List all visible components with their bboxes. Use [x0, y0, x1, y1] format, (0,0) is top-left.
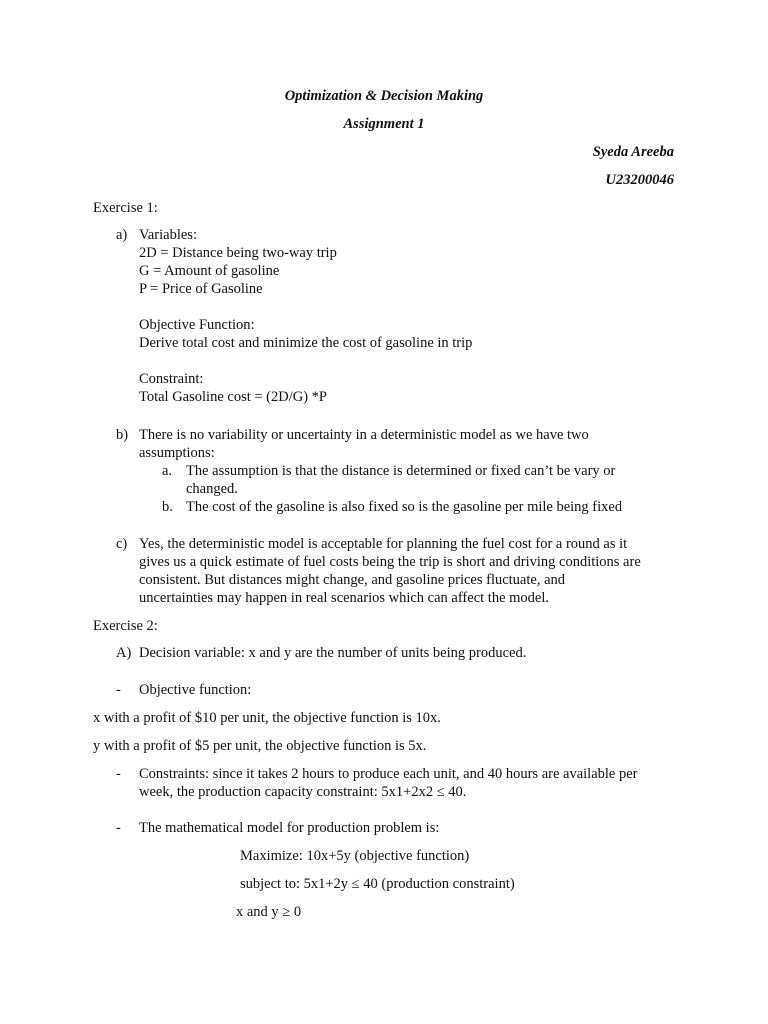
course-title: Optimization & Decision Making — [284, 88, 484, 104]
sub-b-line1: The cost of the gasoline is also fixed so is the gasoline per mile being fixed — [186, 499, 623, 515]
item-c-line3: consistent. But distances might change, and gasoline prices fluctuate, and — [139, 572, 566, 588]
decision-variable-text: Decision variable: x and y are the number of units being produced. — [139, 645, 527, 661]
sub-a-line2: changed. — [186, 481, 238, 497]
constraints-dash: - — [116, 766, 121, 782]
model-dash: - — [116, 820, 121, 836]
constraint-title: Constraint: — [139, 371, 204, 387]
constraints-line2: week, the production capacity constraint: 5x1+2x2 ≤ 40. — [139, 784, 467, 800]
exercise1-heading: Exercise 1: — [93, 200, 158, 216]
item-c-marker: c) — [116, 536, 128, 552]
exercise2-heading: Exercise 2: — [93, 618, 158, 634]
model-intro-text: The mathematical model for production problem is: — [139, 820, 440, 836]
y-profit-text: y with a profit of $5 per unit, the objective function is 5x. — [93, 738, 427, 754]
variable-p: P = Price of Gasoline — [139, 281, 263, 297]
constraint-text: Total Gasoline cost = (2D/G) *P — [139, 389, 327, 405]
maximize-line: Maximize: 10x+5y (objective function) — [240, 848, 470, 864]
sub-a-marker: a. — [162, 463, 173, 479]
author-name: Syeda Areeba — [592, 144, 674, 160]
sub-b-marker: b. — [162, 499, 173, 515]
item-a-marker: a) — [116, 227, 128, 243]
item-A-marker: A) — [116, 645, 132, 661]
variables-title: Variables: — [139, 227, 197, 243]
nonnegativity-line: x and y ≥ 0 — [236, 904, 302, 920]
objective-dash: - — [116, 682, 121, 698]
item-b-line1: There is no variability or uncertainty in a deterministic model as we have two — [139, 427, 589, 443]
objective-title: Objective Function: — [139, 317, 255, 333]
item-c-line2: gives us a quick estimate of fuel costs being the trip is short and driving conditions are — [139, 554, 641, 570]
item-c-line1: Yes, the deterministic model is acceptable for planning the fuel cost for a round as it — [139, 536, 628, 552]
constraints-line1: Constraints: since it takes 2 hours to produce each unit, and 40 hours are available per — [139, 766, 638, 782]
sub-a-line1: The assumption is that the distance is determined or fixed can’t be vary or — [186, 463, 616, 479]
item-c-line4: uncertainties may happen in real scenarios which can affect the model. — [139, 590, 549, 606]
student-id: U23200046 — [605, 172, 674, 188]
variable-g: G = Amount of gasoline — [139, 263, 280, 279]
item-b-line2: assumptions: — [139, 445, 215, 461]
item-b-marker: b) — [116, 427, 129, 443]
assignment-title: Assignment 1 — [343, 116, 425, 132]
objective-function-label: Objective function: — [139, 682, 252, 698]
variable-2d: 2D = Distance being two-way trip — [139, 245, 337, 261]
subject-to-line: subject to: 5x1+2y ≤ 40 (production constraint) — [240, 876, 515, 892]
objective-text: Derive total cost and minimize the cost of gasoline in trip — [139, 335, 473, 351]
x-profit-text: x with a profit of $10 per unit, the objective function is 10x. — [93, 710, 441, 726]
